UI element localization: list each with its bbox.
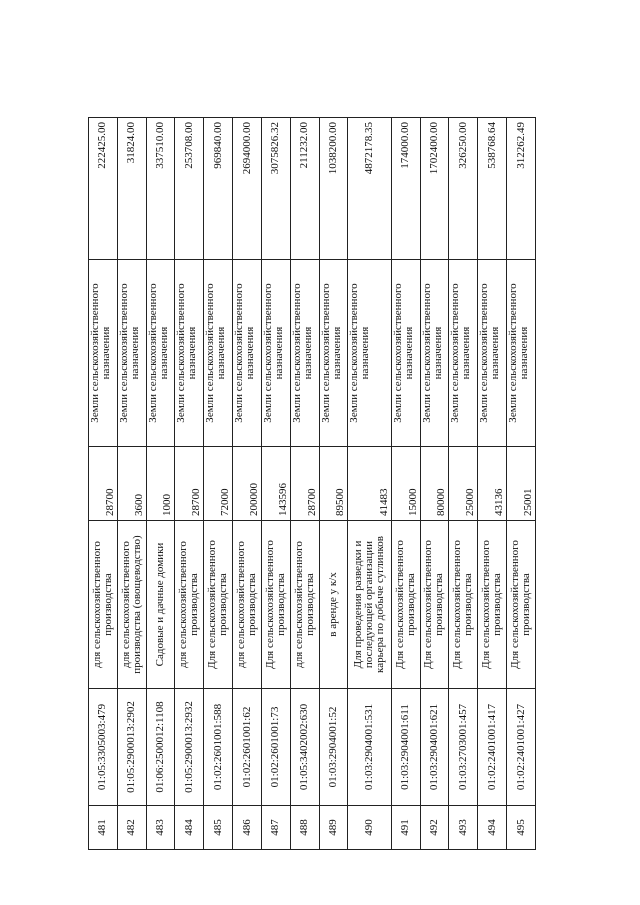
rotated-table-wrapper — [88, 118, 536, 850]
row-number: 482 — [117, 806, 146, 850]
permitted-use: для сельскохозяйственного производства — [290, 521, 319, 689]
cadastral-number: 01:03:2703001:457 — [449, 689, 478, 806]
row-number: 495 — [507, 806, 536, 850]
land-category: Земли сельскохозяйственного назначения — [290, 260, 319, 447]
land-category: Земли сельскохозяйственного назначения — [204, 260, 233, 447]
cadastral-number: 01:03:2904001:52 — [319, 689, 348, 806]
cadastral-value: 2694000.00 — [233, 118, 262, 260]
row-number: 492 — [420, 806, 449, 850]
cadastral-number: 01:05:2900013:2932 — [175, 689, 204, 806]
row-number: 483 — [146, 806, 175, 850]
cadastral-number: 01:05:2900013:2902 — [117, 689, 146, 806]
permitted-use: Для сельскохозяйственного производства — [478, 521, 507, 689]
land-category: Земли сельскохозяйственного назначения — [449, 260, 478, 447]
area: 200000 — [233, 447, 262, 521]
area: 72000 — [204, 447, 233, 521]
cadastral-value: 1038200.00 — [319, 118, 348, 260]
area: 28700 — [175, 447, 204, 521]
area: 25000 — [449, 447, 478, 521]
table-body — [89, 118, 536, 850]
area: 25001 — [507, 447, 536, 521]
table-row — [204, 118, 233, 850]
permitted-use: Для сельскохозяйственного производства — [507, 521, 536, 689]
permitted-use: в аренде у к/х — [319, 521, 348, 689]
land-category: Земли сельскохозяйственного назначения — [89, 260, 118, 447]
land-category: Земли сельскохозяйственного назначения — [319, 260, 348, 447]
area: 80000 — [420, 447, 449, 521]
table-row — [146, 118, 175, 850]
table-row — [117, 118, 146, 850]
area: 41483 — [348, 447, 391, 521]
land-category: Земли сельскохозяйственного назначения — [348, 260, 391, 447]
land-category: Земли сельскохозяйственного назначения — [233, 260, 262, 447]
cadastral-number: 01:02:2601001:588 — [204, 689, 233, 806]
row-number: 490 — [348, 806, 391, 850]
table-row — [478, 118, 507, 850]
permitted-use: Для сельскохозяйственного производства — [261, 521, 290, 689]
row-number: 486 — [233, 806, 262, 850]
table-row — [89, 118, 118, 850]
cadastral-number: 01:02:2601001:62 — [233, 689, 262, 806]
area: 15000 — [391, 447, 420, 521]
cadastral-value: 969840.00 — [204, 118, 233, 260]
cadastral-value: 1702400.00 — [420, 118, 449, 260]
table-row — [319, 118, 348, 850]
cadastral-value: 312262.49 — [507, 118, 536, 260]
land-category: Земли сельскохозяйственного назначения — [146, 260, 175, 447]
cadastral-number: 01:02:2601001:73 — [261, 689, 290, 806]
area: 89500 — [319, 447, 348, 521]
cadastral-value: 538768.64 — [478, 118, 507, 260]
land-plots-table — [88, 117, 536, 850]
cadastral-number: 01:06:2500012:1108 — [146, 689, 175, 806]
cadastral-value: 222425.00 — [89, 118, 118, 260]
row-number: 481 — [89, 806, 118, 850]
area: 3600 — [117, 447, 146, 521]
land-category: Земли сельскохозяйственного назначения — [175, 260, 204, 447]
cadastral-number: 01:05:3402002:630 — [290, 689, 319, 806]
row-number: 494 — [478, 806, 507, 850]
table-row — [420, 118, 449, 850]
row-number: 489 — [319, 806, 348, 850]
cadastral-number: 01:03:2904001:621 — [420, 689, 449, 806]
cadastral-number: 01:05:3305003:479 — [89, 689, 118, 806]
cadastral-value: 31824.00 — [117, 118, 146, 260]
cadastral-value: 211232.00 — [290, 118, 319, 260]
area: 28700 — [89, 447, 118, 521]
land-category: Земли сельскохозяйственного назначения — [117, 260, 146, 447]
table-row — [175, 118, 204, 850]
cadastral-number: 01:02:2401001:427 — [507, 689, 536, 806]
permitted-use: для сельскохозяйственного производства — [89, 521, 118, 689]
row-number: 493 — [449, 806, 478, 850]
row-number: 485 — [204, 806, 233, 850]
row-number: 487 — [261, 806, 290, 850]
cadastral-value: 337510.00 — [146, 118, 175, 260]
permitted-use: Для сельскохозяйственного производства — [420, 521, 449, 689]
land-category: Земли сельскохозяйственного назначения — [391, 260, 420, 447]
cadastral-number: 01:02:2401001:417 — [478, 689, 507, 806]
land-category: Земли сельскохозяйственного назначения — [261, 260, 290, 447]
cadastral-value: 326250.00 — [449, 118, 478, 260]
land-category: Земли сельскохозяйственного назначения — [507, 260, 536, 447]
cadastral-value: 4872178.35 — [348, 118, 391, 260]
table-row — [391, 118, 420, 850]
permitted-use: Для сельскохозяйственного производства — [391, 521, 420, 689]
table-row — [507, 118, 536, 850]
cadastral-value: 3075826.32 — [261, 118, 290, 260]
cadastral-value: 174000.00 — [391, 118, 420, 260]
land-category: Земли сельскохозяйственного назначения — [478, 260, 507, 447]
table-row — [348, 118, 391, 850]
area: 28700 — [290, 447, 319, 521]
table-row — [290, 118, 319, 850]
row-number: 488 — [290, 806, 319, 850]
table-row — [449, 118, 478, 850]
table-row — [233, 118, 262, 850]
permitted-use: Для сельскохозяйственного производства — [204, 521, 233, 689]
permitted-use: Для проведения разведки и последующей организации карьера по добыче суглинков — [348, 521, 391, 689]
area: 43136 — [478, 447, 507, 521]
area: 1000 — [146, 447, 175, 521]
permitted-use: для сельскохозяйственного производства (овощеводство) — [117, 521, 146, 689]
area: 143596 — [261, 447, 290, 521]
cadastral-number: 01:03:2904001:611 — [391, 689, 420, 806]
permitted-use: для сельскохозяйственного производства — [175, 521, 204, 689]
row-number: 491 — [391, 806, 420, 850]
permitted-use: Для сельскохозяйственного производства — [449, 521, 478, 689]
row-number: 484 — [175, 806, 204, 850]
cadastral-value: 253708.00 — [175, 118, 204, 260]
land-category: Земли сельскохозяйственного назначения — [420, 260, 449, 447]
permitted-use: для сельскохозяйственного производства — [233, 521, 262, 689]
cadastral-number: 01:03:2904001:531 — [348, 689, 391, 806]
permitted-use: Садовые и дачные домики — [146, 521, 175, 689]
table-row — [261, 118, 290, 850]
